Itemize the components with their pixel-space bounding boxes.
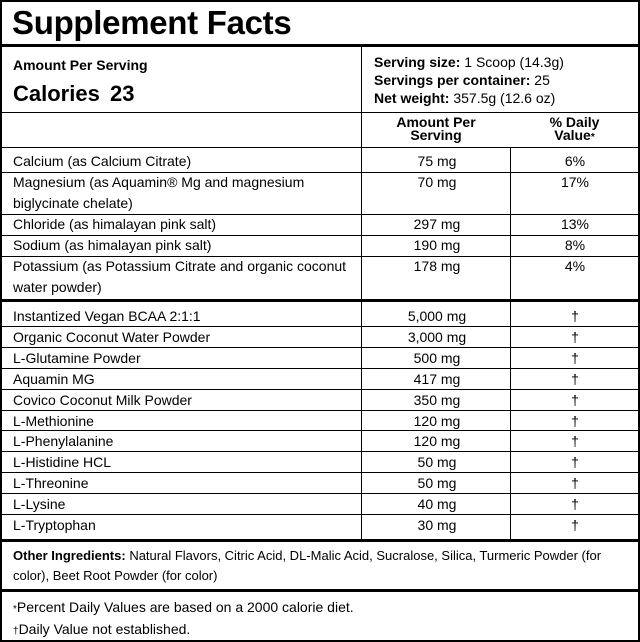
daily-value: † (571, 475, 579, 492)
amount-per-serving: 297 mg (413, 216, 461, 232)
amount-per-serving: 40 mg (417, 496, 457, 513)
row-divider (2, 326, 638, 327)
amount-per-serving: 190 mg (413, 237, 461, 253)
ingredient-name: Aquamin MG (13, 370, 95, 387)
row-divider (2, 514, 638, 515)
daily-value: † (571, 370, 579, 387)
ingredient-name: L-Lysine (13, 496, 66, 513)
serving-info (374, 53, 564, 107)
amount-per-serving: 30 mg (417, 517, 457, 533)
ingredient-name: L-Threonine (13, 475, 89, 492)
row-divider (2, 493, 638, 494)
panel-title: Supplement Facts (12, 4, 292, 41)
row-divider (2, 214, 638, 215)
divider (2, 147, 638, 148)
ingredient-name: Instantized Vegan BCAA 2:1:1 (13, 308, 201, 324)
footnote-dv-not-established: †Daily Value not established. (13, 621, 191, 637)
amount-per-serving: 5,000 mg (407, 308, 467, 324)
column-header-amount: Amount Per Serving (396, 114, 476, 143)
net-weight: Net weight: 357.5g (12.6 oz) (374, 90, 556, 106)
ingredient-name: L-Methionine (13, 412, 94, 429)
ingredient-name: Sodium (as himalayan pink salt) (13, 237, 212, 253)
daily-value: 4% (564, 258, 586, 274)
amount-per-serving: 70 mg (417, 174, 457, 190)
amount-per-serving-heading: Amount Per Serving (13, 57, 148, 73)
ingredient-name: L-Phenylalanine (13, 433, 114, 450)
daily-value: † (571, 391, 579, 408)
row-divider (2, 172, 638, 173)
amount-per-serving: 120 mg (413, 433, 461, 450)
ingredient-name: L-Tryptophan (13, 517, 96, 533)
daily-value: 8% (564, 237, 586, 253)
amount-per-serving: 500 mg (413, 349, 461, 366)
daily-value: † (571, 454, 579, 471)
calories (13, 81, 134, 107)
row-divider (2, 451, 638, 452)
row-divider (2, 256, 638, 257)
daily-value: † (571, 349, 579, 366)
amount-per-serving: 417 mg (413, 370, 461, 387)
row-divider (2, 347, 638, 348)
amount-per-serving: 3,000 mg (407, 328, 467, 345)
calories-value: 23 (109, 81, 135, 106)
amount-per-serving: 50 mg (417, 475, 457, 492)
row-divider (2, 472, 638, 473)
ingredient-name: L-Glutamine Powder (13, 349, 141, 366)
row-divider (2, 430, 638, 431)
daily-value: † (571, 412, 579, 429)
ingredient-name: Chloride (as himalayan pink salt) (13, 216, 217, 232)
ingredient-name: Potassium (as Potassium Citrate and organic coconut water powder) (13, 258, 347, 295)
amount-per-serving: 178 mg (413, 258, 461, 274)
ingredient-name: Organic Coconut Water Powder (13, 328, 211, 345)
calories-label: Calories (13, 81, 100, 106)
footnote-percent-dv: *Percent Daily Values are based on a 2000 calorie diet. (13, 599, 354, 615)
row-divider (2, 368, 638, 369)
daily-value: 6% (564, 153, 586, 169)
divider (2, 299, 638, 302)
ingredient-name: L-Histidine HCL (13, 454, 112, 471)
daily-value: † (571, 308, 579, 324)
ingredient-name: Calcium (as Calcium Citrate) (13, 153, 192, 169)
daily-value: † (571, 433, 579, 450)
column-header-daily-value: % Daily Value* (549, 114, 600, 143)
divider (2, 44, 638, 47)
daily-value: 13% (560, 216, 590, 232)
servings-per-container: Servings per container: 25 (374, 72, 550, 88)
daily-value: 17% (560, 174, 590, 190)
divider (2, 589, 638, 592)
ingredient-name: Magnesium (as Aquamin® Mg and magnesium biglycinate chelate) (13, 174, 305, 211)
amount-per-serving: 350 mg (413, 391, 461, 408)
divider (2, 539, 638, 542)
amount-per-serving: 120 mg (413, 412, 461, 429)
daily-value: † (571, 517, 579, 533)
row-divider (2, 235, 638, 236)
divider (2, 112, 638, 113)
serving-size: Serving size: 1 Scoop (14.3g) (374, 54, 564, 70)
amount-per-serving: 50 mg (417, 454, 457, 471)
ingredient-name: Covico Coconut Milk Powder (13, 391, 192, 408)
row-divider (2, 389, 638, 390)
row-divider (2, 410, 638, 411)
amount-per-serving: 75 mg (417, 153, 457, 169)
daily-value: † (571, 328, 579, 345)
daily-value: † (571, 496, 579, 513)
other-ingredients: Other Ingredients: Natural Flavors, Citric Acid, DL-Malic Acid, Sucralose, Silica, Turmeric Powder (for color), Beet Root Powder (for color) (13, 548, 602, 583)
